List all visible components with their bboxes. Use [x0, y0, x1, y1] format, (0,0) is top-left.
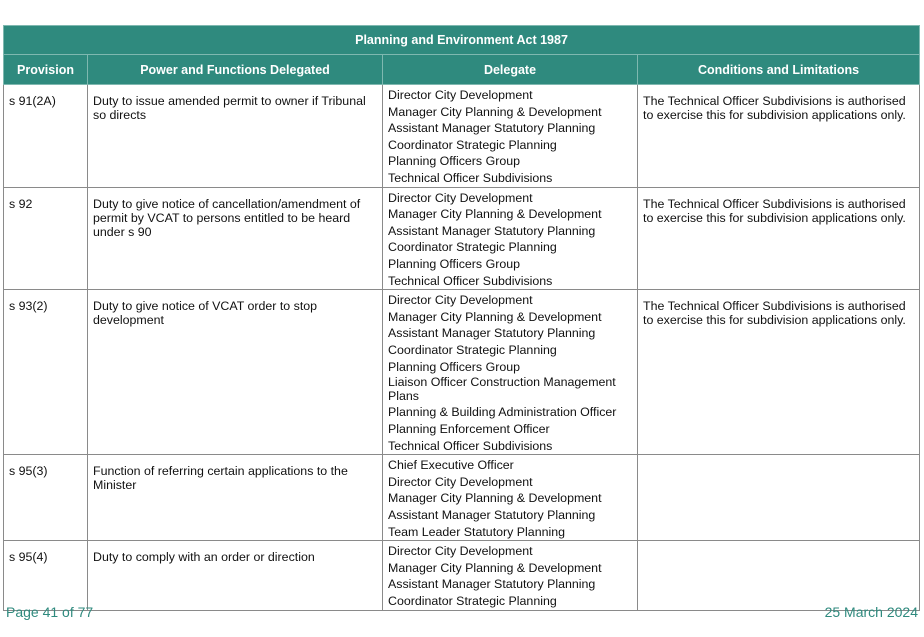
header-power: Power and Functions Delegated: [88, 55, 383, 85]
table-body: [4, 85, 920, 611]
delegate-item: Manager City Planning & Development: [388, 491, 602, 506]
delegate-item: Manager City Planning & Development: [388, 309, 602, 324]
delegate-item: Chief Executive Officer: [388, 458, 514, 473]
delegate-cell: [383, 85, 638, 188]
delegate-item: Assistant Manager Statutory Planning: [388, 326, 596, 341]
provision-cell: s 93(2): [4, 290, 88, 455]
conditions-cell: The Technical Officer Subdivisions is authorised to exercise this for subdivision applications only.: [638, 290, 920, 455]
table-title: Planning and Environment Act 1987: [4, 26, 920, 55]
delegate-item: Coordinator Strategic Planning: [388, 240, 557, 255]
header-conditions: Conditions and Limitations: [638, 55, 920, 85]
delegate-item: Coordinator Strategic Planning: [388, 342, 557, 357]
delegate-item: Coordinator Strategic Planning: [388, 137, 557, 152]
delegate-item: Planning Officers Group: [388, 359, 521, 374]
power-cell: Duty to give notice of VCAT order to stop development: [88, 290, 383, 455]
page-number: Page 41 of 77: [6, 604, 94, 620]
delegate-item: Director City Development: [388, 88, 533, 102]
footer-date: 25 March 2024: [824, 604, 918, 620]
delegate-item: Assistant Manager Statutory Planning: [388, 121, 596, 136]
conditions-cell: [638, 455, 920, 541]
provision-cell: s 95(3): [4, 455, 88, 541]
provision-cell: s 91(2A): [4, 85, 88, 188]
delegate-item: Director City Development: [388, 293, 533, 308]
header-delegate: Delegate: [383, 55, 638, 85]
delegate-item: Technical Officer Subdivisions: [388, 273, 553, 288]
delegate-cell: [383, 290, 638, 455]
table-row: [4, 455, 920, 541]
conditions-cell: [638, 541, 920, 610]
table-row: [4, 85, 920, 188]
power-cell: Function of referring certain applications to the Minister: [88, 455, 383, 541]
delegate-item: Team Leader Statutory Planning: [388, 524, 566, 539]
conditions-cell: The Technical Officer Subdivisions is authorised to exercise this for subdivision applications only.: [638, 187, 920, 290]
delegate-cell: [383, 187, 638, 290]
table-row: [4, 541, 920, 610]
delegate-item: Coordinator Strategic Planning: [388, 594, 557, 609]
delegate-item: Manager City Planning & Development: [388, 207, 602, 222]
delegate-item: Director City Development: [388, 474, 533, 489]
delegate-cell: [383, 455, 638, 541]
power-cell: Duty to comply with an order or direction: [88, 541, 383, 610]
table-row: [4, 187, 920, 290]
delegate-item: Technical Officer Subdivisions: [388, 170, 553, 185]
delegate-item: Liaison Officer Construction Management Plans: [388, 375, 616, 404]
provision-cell: s 92: [4, 187, 88, 290]
power-cell: Duty to give notice of cancellation/amendment of permit by VCAT to persons entitled to be heard under s 90: [88, 187, 383, 290]
delegate-item: Manager City Planning & Development: [388, 560, 602, 575]
delegation-table: [3, 25, 920, 611]
conditions-cell: The Technical Officer Subdivisions is authorised to exercise this for subdivision applications only.: [638, 85, 920, 188]
delegate-item: Planning & Building Administration Officer: [388, 405, 617, 420]
provision-cell: s 95(4): [4, 541, 88, 610]
delegate-item: Planning Officers Group: [388, 154, 521, 169]
power-cell: Duty to issue amended permit to owner if Tribunal so directs: [88, 85, 383, 188]
delegate-item: Planning Officers Group: [388, 256, 521, 271]
delegate-item: Manager City Planning & Development: [388, 104, 602, 119]
delegate-item: Assistant Manager Statutory Planning: [388, 577, 596, 592]
header-provision: Provision: [4, 55, 88, 85]
delegate-item: Technical Officer Subdivisions: [388, 438, 553, 453]
delegate-item: Director City Development: [388, 190, 533, 205]
table-row: [4, 290, 920, 455]
delegate-item: Assistant Manager Statutory Planning: [388, 223, 596, 238]
delegate-item: Assistant Manager Statutory Planning: [388, 508, 596, 523]
delegate-item: Director City Development: [388, 544, 533, 559]
delegate-cell: [383, 541, 638, 610]
delegate-item: Planning Enforcement Officer: [388, 422, 550, 437]
